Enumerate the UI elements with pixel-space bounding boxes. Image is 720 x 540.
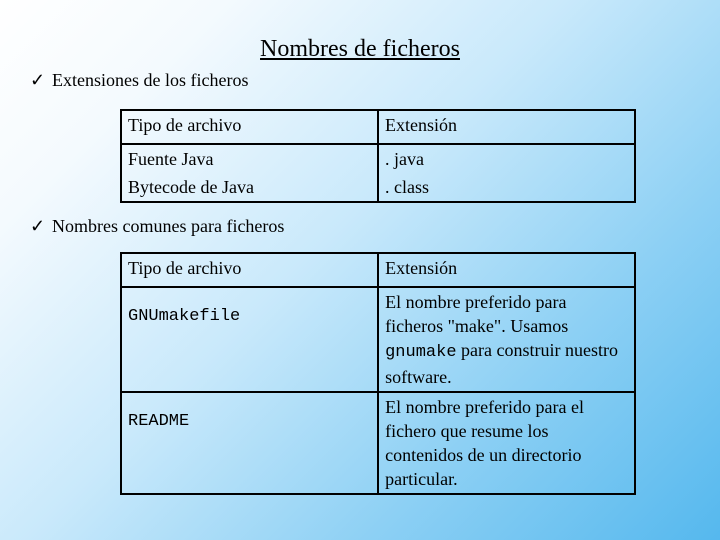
desc-after: para construir nuestro software. <box>385 340 618 387</box>
table-header-row <box>121 110 635 144</box>
cell-file-name <box>121 287 378 392</box>
file-name-gnumakefile: GNUmakefile <box>128 307 241 326</box>
code-gnumake: gnumake <box>385 343 457 362</box>
table-header-row <box>121 253 635 287</box>
slide-title: Nombres de ficheros <box>260 36 460 62</box>
common-names-table <box>120 252 636 495</box>
bullet-extensiones <box>30 70 248 91</box>
cell-extension: . class <box>378 173 635 202</box>
table-row <box>121 173 635 202</box>
desc-before: El nombre preferido para ficheros "make". Usamos <box>385 292 569 336</box>
section-heading-extensiones: Extensiones de los ficheros <box>52 70 249 90</box>
cell-extension: . java <box>378 144 635 173</box>
checkmark-icon: ✓ <box>30 216 46 236</box>
table-row <box>121 392 635 494</box>
bullet-nombres-comunes <box>30 216 284 237</box>
section-heading-nombres: Nombres comunes para ficheros <box>52 216 285 236</box>
table-row <box>121 144 635 173</box>
table-row <box>121 287 635 392</box>
file-name-readme: README <box>128 412 190 431</box>
header-cell-extension: Extensión <box>378 110 635 144</box>
cell-file-type: Fuente Java <box>121 144 378 173</box>
header-cell-type: Tipo de archivo <box>121 253 378 287</box>
header-cell-type: Tipo de archivo <box>121 110 378 144</box>
cell-file-name <box>121 392 378 494</box>
extensions-table <box>120 109 636 203</box>
cell-description <box>378 287 635 392</box>
header-cell-extension: Extensión <box>378 253 635 287</box>
checkmark-icon: ✓ <box>30 70 46 90</box>
cell-file-type: Bytecode de Java <box>121 173 378 202</box>
cell-description: El nombre preferido para el fichero que resume los contenidos de un directorio particular. <box>378 392 635 494</box>
